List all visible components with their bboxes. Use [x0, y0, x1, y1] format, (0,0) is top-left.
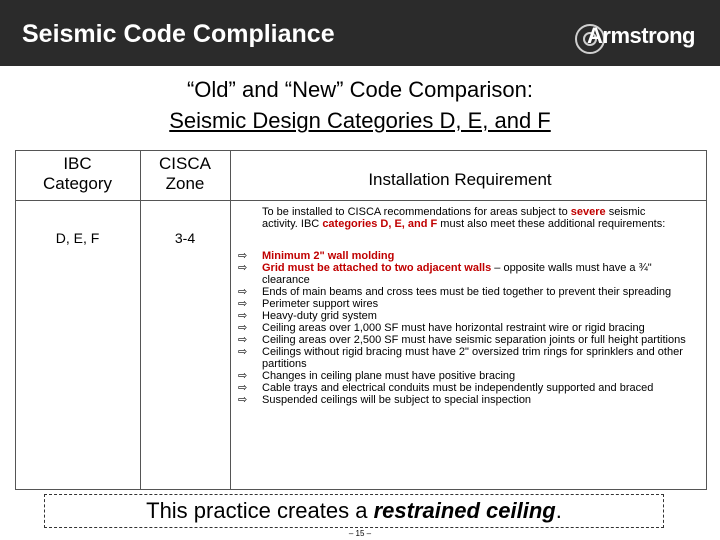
requirement-item [238, 322, 688, 334]
requirement-highlight: Grid must be attached to two adjacent walls [262, 262, 492, 274]
requirement-intro [262, 206, 682, 230]
arrow-right-icon: ⇨ [238, 298, 248, 310]
requirement-text: Minimum 2" wall molding [262, 250, 395, 262]
requirement-text: Suspended ceilings will be subject to special inspection [262, 394, 532, 406]
arrow-right-icon: ⇨ [238, 370, 248, 382]
requirement-item [238, 370, 688, 382]
subtitle-line-1: “Old” and “New” Code Comparison: [186, 77, 534, 102]
banner-emphasis: restrained ceiling [373, 498, 556, 523]
page-number: – 15 – [348, 529, 372, 538]
intro-highlight: severe [570, 206, 606, 218]
header-ibc-line2: Category [43, 174, 112, 193]
requirement-item [238, 382, 688, 394]
armstrong-logo [575, 22, 703, 56]
header-ibc-line1: IBC [63, 154, 92, 173]
requirement-item [238, 262, 688, 286]
header-cisca-line2: Zone [165, 174, 205, 193]
intro-text: must also meet these additional requirements: [437, 218, 666, 230]
arrow-right-icon: ⇨ [238, 310, 248, 322]
requirement-text: Changes in ceiling plane must have positive bracing [262, 370, 516, 382]
requirement-item [238, 286, 688, 298]
subtitle-line-2: Seismic Design Categories D, E, and F [169, 108, 551, 133]
arrow-right-icon: ⇨ [238, 250, 248, 262]
arrow-right-icon: ⇨ [238, 334, 248, 346]
requirement-text: Perimeter support wires [262, 298, 379, 310]
intro-highlight: categories D, E, and F [322, 218, 438, 230]
arrow-right-icon: ⇨ [238, 286, 248, 298]
requirement-item [238, 298, 688, 310]
arrow-right-icon: ⇨ [238, 346, 248, 358]
logo-text: Armstrong [587, 23, 695, 48]
banner-suffix: . [555, 498, 562, 523]
requirement-text: Cable trays and electrical conduits must be independently supported and braced [262, 382, 654, 394]
requirement-text: – opposite walls must have a ¾" clearance [262, 262, 652, 286]
intro-text: To be installed to CISCA recommendations for areas subject to [262, 206, 571, 218]
requirement-text: Ceiling areas over 1,000 SF must have horizontal restraint wire or rigid bracing [262, 322, 645, 334]
arrow-right-icon: ⇨ [238, 394, 248, 406]
cell-zone: 3-4 [174, 230, 196, 246]
cell-category: D, E, F [55, 230, 100, 246]
requirement-text: Heavy-duty grid system [262, 310, 377, 322]
arrow-right-icon: ⇨ [238, 322, 248, 334]
banner-text: This practice creates a [146, 498, 374, 523]
header-cisca-zone [140, 150, 230, 204]
header-cisca-line1: CISCA [159, 154, 211, 173]
header-ibc-category [15, 150, 140, 204]
header-installation-requirement: Installation Requirement [368, 170, 552, 189]
intro-text: seismic activity. IBC [262, 206, 646, 230]
requirement-text: Ceilings without rigid bracing must have 2" oversized trim rings for sprinklers and other partitions [262, 346, 683, 370]
requirement-list [238, 250, 688, 406]
table-divider [230, 150, 231, 490]
requirement-text: Ceiling areas over 2,500 SF must have seismic separation joints or full height partitions [262, 334, 686, 346]
requirement-item [238, 334, 688, 346]
slide-title: Seismic Code Compliance [22, 20, 335, 48]
arrow-right-icon: ⇨ [238, 262, 248, 274]
requirement-item [238, 250, 688, 262]
title-bar [0, 0, 720, 66]
requirement-text: Ends of main beams and cross tees must be tied together to prevent their spreading [262, 286, 672, 298]
summary-banner [44, 494, 664, 528]
arrow-right-icon: ⇨ [238, 382, 248, 394]
requirement-item [238, 310, 688, 322]
requirement-item [238, 346, 688, 370]
requirement-item [238, 394, 688, 406]
